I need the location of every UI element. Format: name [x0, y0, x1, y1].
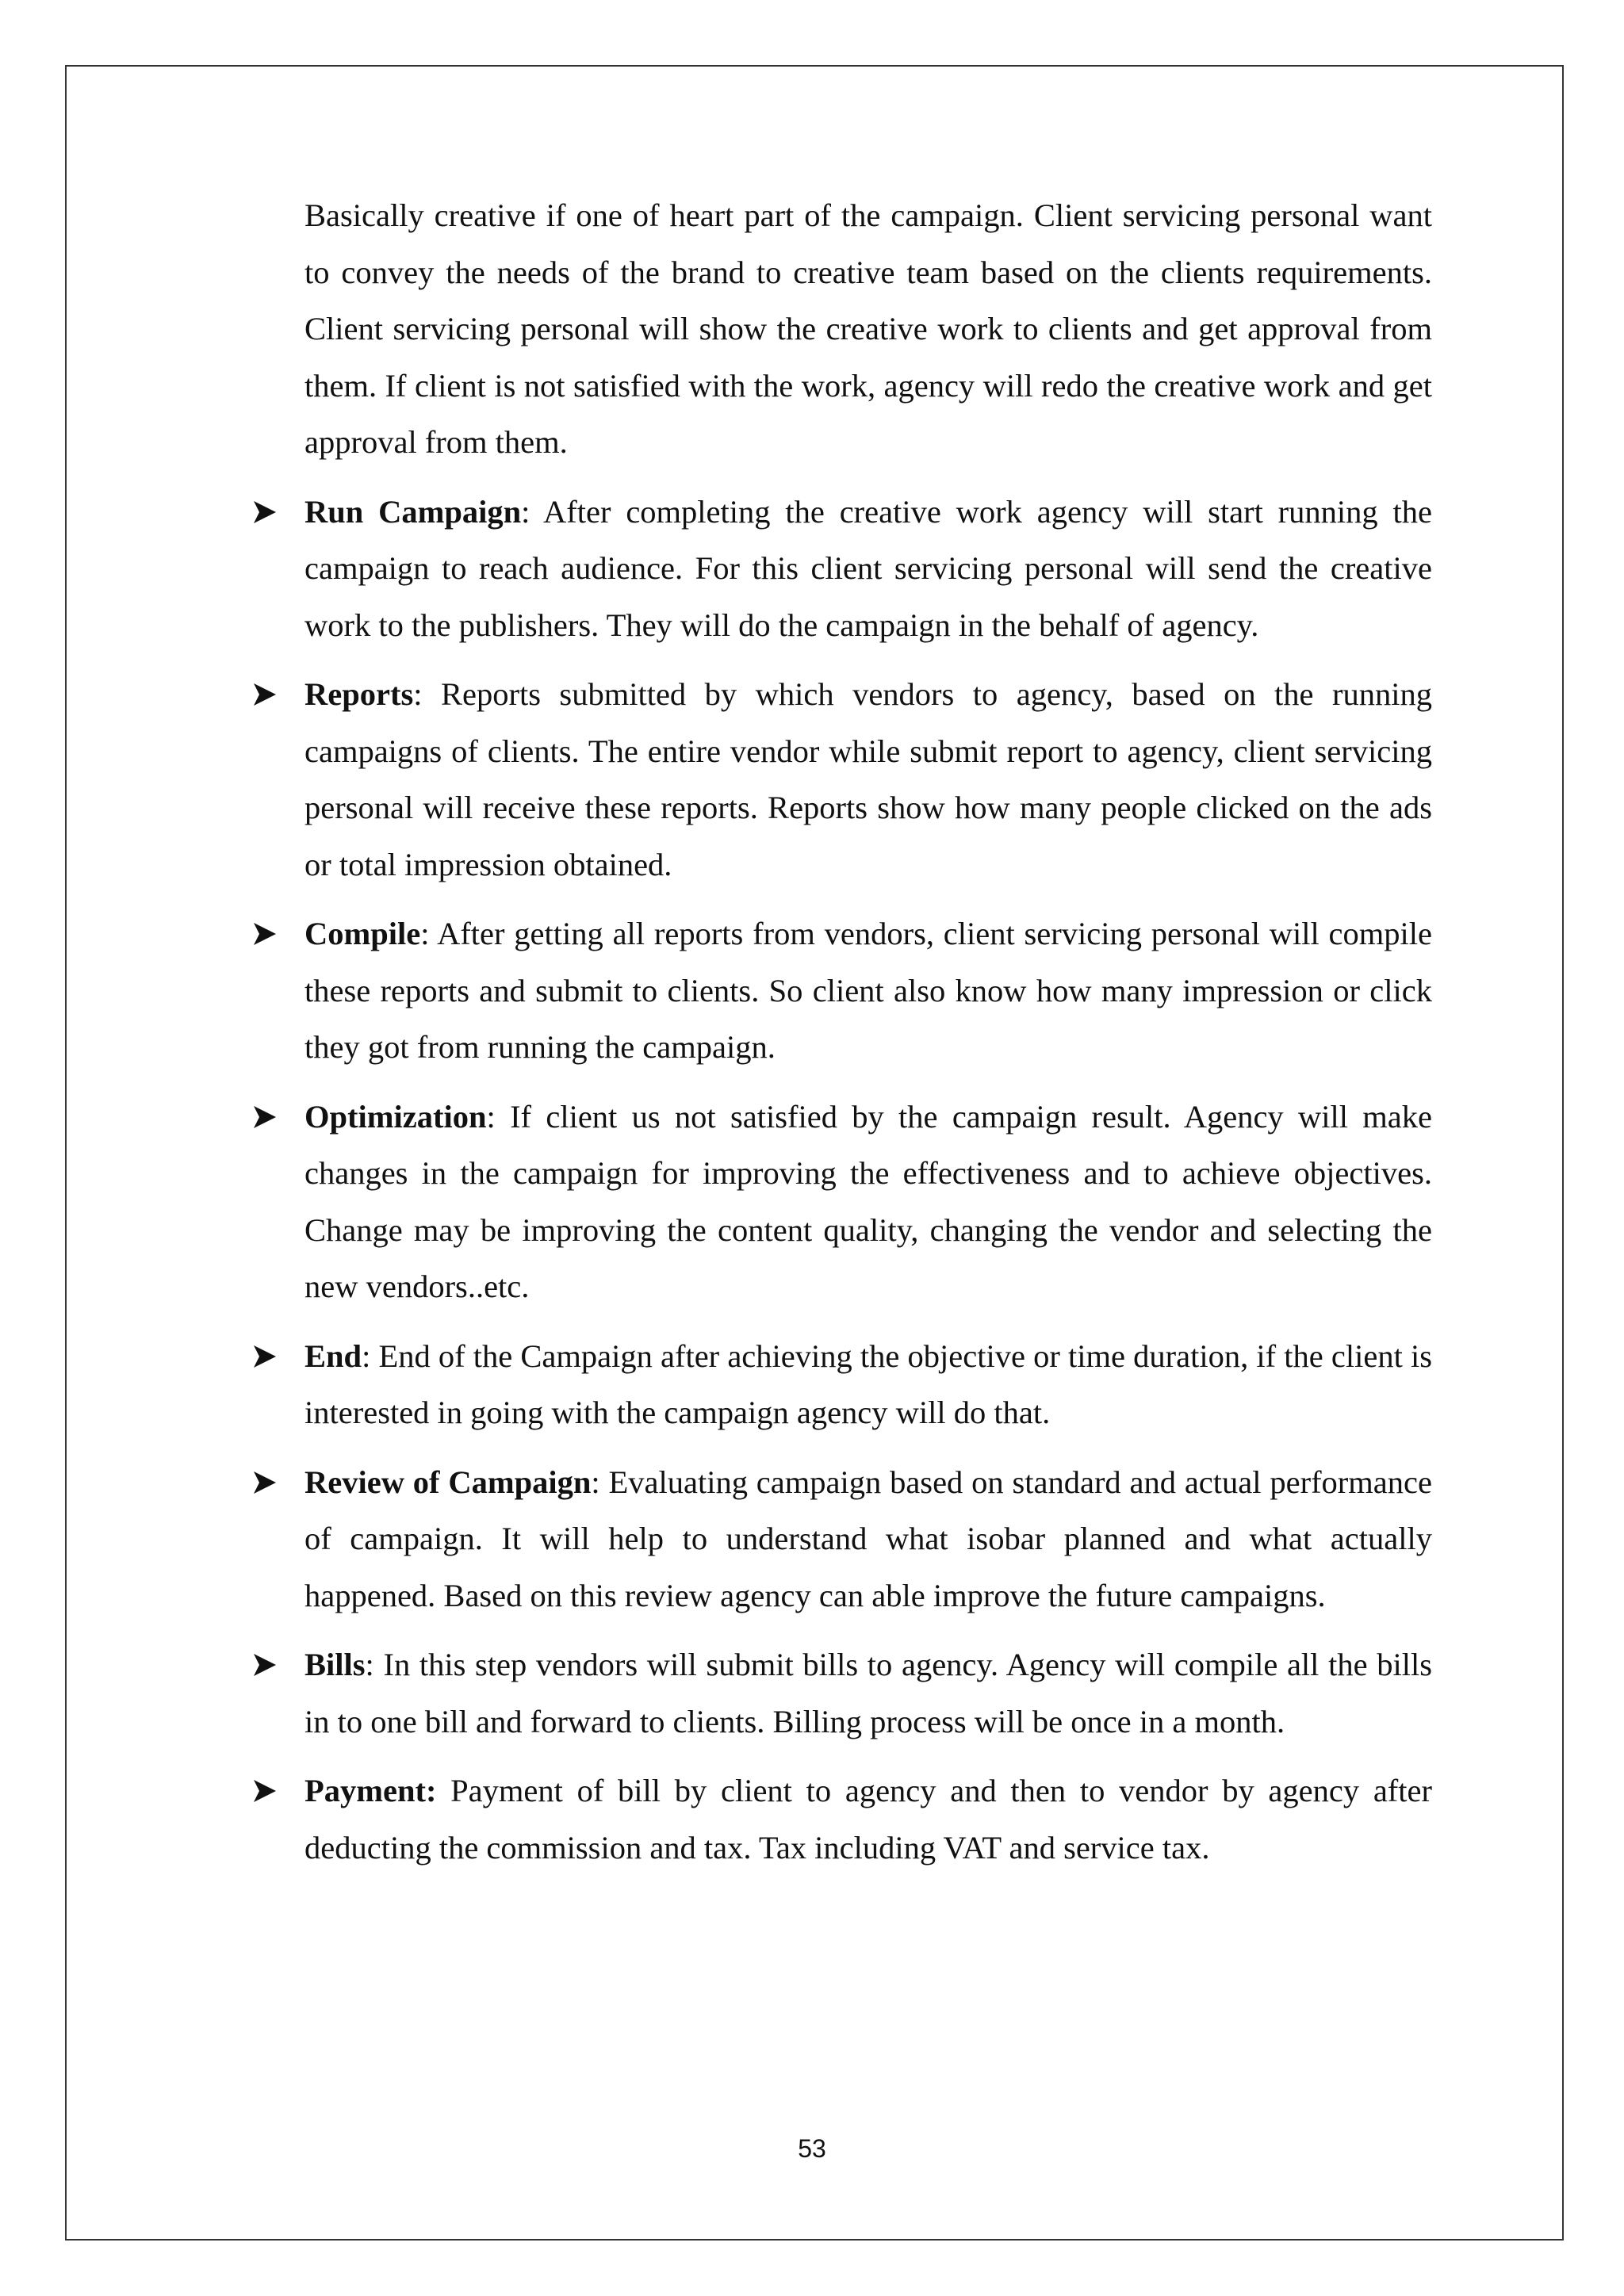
bullet-item [304, 1762, 1432, 1876]
arrowhead-bullet-icon [252, 1652, 278, 1678]
bullet-term: Bills [304, 1647, 366, 1682]
bullet-separator: : [413, 676, 423, 712]
arrowhead-bullet-icon [252, 499, 278, 525]
intro-paragraph: Basically creative if one of heart part of the campaign. Client servicing personal want to convey the needs of the brand to creative team based on the clients requirements. Client servicing personal will show the creative work to clients and get approval from them. If client is not satisfied with the work, agency will redo the creative work and get approval from them. [304, 197, 1432, 460]
bullet-item [304, 1636, 1432, 1750]
bullet-text: After completing the creative work agency will start running the campaign to reach audience. For this client servicing personal will send the creative work to the publishers. They will do the campaign in the behalf of agency. [304, 493, 1432, 643]
page-number: 53 [798, 2134, 826, 2163]
bullet-separator: : [486, 1098, 496, 1135]
bullet-separator: : [420, 916, 430, 951]
arrowhead-bullet-icon [252, 1778, 278, 1804]
arrowhead-bullet-icon [252, 921, 278, 947]
bullet-separator: : [521, 493, 530, 530]
bullet-term: Run Campaign [304, 493, 522, 530]
bullet-text: If client us not satisfied by the campaign result. Agency will make changes in the campaign for improving the effectiveness and to achieve objectives. Change may be improving the content quality, changing the vendor and selecting the new vendors..etc. [304, 1098, 1432, 1304]
arrowhead-bullet-icon [252, 1104, 278, 1130]
bullet-separator: : [362, 1337, 371, 1374]
bullet-list [304, 484, 1432, 1877]
arrowhead-bullet-icon [252, 1470, 278, 1495]
bullet-term: Payment: [304, 1773, 437, 1808]
document-body [304, 187, 1432, 1888]
bullet-item [304, 484, 1432, 654]
bullet-text: After getting all reports from vendors, client servicing personal will compile these reports and submit to clients. So client also know how many impression or click they got from running the campaign. [304, 916, 1432, 1065]
bullet-separator: : [365, 1647, 374, 1682]
bullet-text: Reports submitted by which vendors to agency, based on the running campaigns of clients. The entire vendor while submit report to agency, client servicing personal will receive these reports. Reports show how many people clicked on the ads or total impression obtained. [304, 676, 1432, 882]
bullet-term: Reports [304, 676, 414, 712]
bullet-text: In this step vendors will submit bills to agency. Agency will compile all the bills in to one bill and forward to clients. Billing process will be once in a month. [304, 1647, 1432, 1739]
bullet-term: Compile [304, 916, 421, 951]
bullet-term: Optimization [304, 1098, 487, 1135]
bullet-item [304, 1089, 1432, 1315]
bullet-item [304, 1328, 1432, 1441]
bullet-item [304, 905, 1432, 1076]
bullet-separator: : [591, 1464, 600, 1500]
bullet-term: Review of Campaign [304, 1464, 592, 1500]
bullet-text: End of the Campaign after achieving the objective or time duration, if the client is interested in going with the campaign agency will do that. [304, 1337, 1432, 1430]
arrowhead-bullet-icon [252, 682, 278, 707]
bullet-item [304, 1454, 1432, 1624]
bullet-text: Payment of bill by client to agency and then to vendor by agency after deducting the commission and tax. Tax including VAT and service tax. [304, 1773, 1432, 1866]
bullet-text: Evaluating campaign based on standard and actual performance of campaign. It will help to understand what isobar planned and what actually happened. Based on this review agency can able improve the future campaigns. [304, 1464, 1432, 1613]
bullet-term: End [304, 1337, 362, 1374]
bullet-item [304, 666, 1432, 893]
arrowhead-bullet-icon [252, 1344, 278, 1369]
